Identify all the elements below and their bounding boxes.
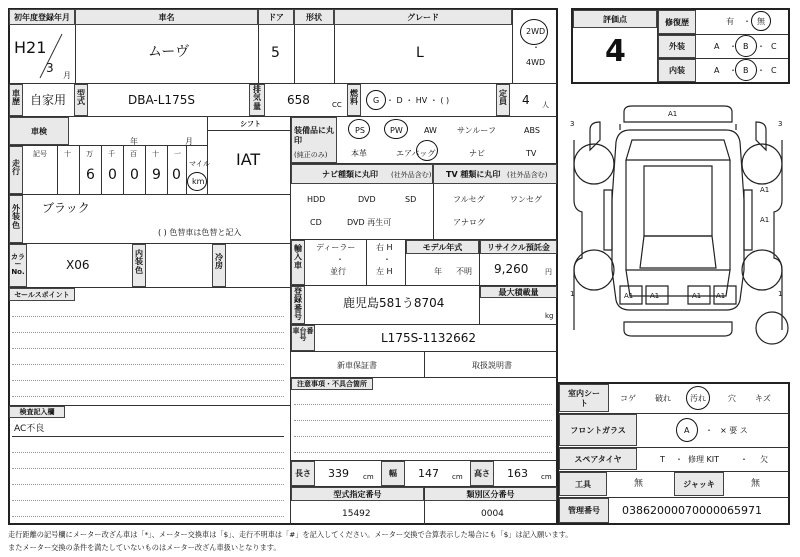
model-year-label: モデル年式 [406, 240, 479, 254]
equipment-label-text: 装備品に丸印 [294, 126, 334, 145]
rating-score: 4 [605, 34, 626, 69]
mileage-digit-4: 0 [172, 167, 181, 183]
class-no-value: 0004 [481, 509, 504, 519]
side-mark-bl: 1 [570, 290, 575, 298]
first-reg-era: H21 [14, 38, 47, 57]
spare-kit: 修理 KIT [688, 455, 720, 464]
mark-a1-right-1: A1 [760, 186, 770, 194]
ac-label-text: 冷房 [215, 253, 223, 271]
digit-head-5: 一 [174, 150, 181, 158]
import-left-h: 左 H [376, 267, 393, 276]
spare-dot-2: ・ [740, 455, 748, 464]
width-cm: cm [452, 473, 463, 481]
mark-a1-right-2: A1 [760, 216, 770, 224]
spare-none: 欠 [760, 455, 768, 464]
int-sep-1: ・ [729, 66, 737, 75]
inspection-year: 年 [130, 137, 138, 146]
mark-a1-bottom-4: A1 [716, 292, 726, 300]
tv-oneseg: ワンセグ [510, 195, 542, 204]
shift-label: シフト [240, 120, 261, 128]
digit-head-4: 十 [152, 150, 159, 158]
cc-unit: CC [332, 101, 342, 109]
repair-label: 修復歴 [658, 10, 696, 34]
max-load-label: 最大積載量 [480, 286, 557, 298]
footer-line-1: 走行距離の記号欄にメーター改ざん車は「*」、メーター交換車は「$」、走行不明車は「#」を記入してください。メーター交換で合算表示した場合にも「$」は記入願います。 [8, 530, 573, 539]
side-mark-br: 1 [778, 290, 783, 298]
color-note: ( ) 色替車は色替と記入 [158, 228, 242, 237]
digit-head-0: 十 [64, 150, 71, 158]
navi-dvd: DVD [358, 195, 376, 204]
fuel-rest: ・ D ・ HV ・ ( ) [386, 96, 450, 105]
mark-a1-bottom-2: A1 [650, 292, 660, 300]
km-unit: km [192, 177, 205, 186]
main-form [8, 8, 558, 525]
height-label: 高さ [470, 461, 494, 486]
repair-yes: 有 [726, 17, 734, 26]
fuel-g: G [373, 96, 380, 105]
chassis-label-text: 車台番号 [292, 327, 314, 343]
mgmt-value: 03862000070000065971 [622, 504, 762, 517]
eq-ps-circle [348, 119, 370, 139]
usage: 自家用 [30, 93, 67, 107]
import-dealer: ディーラー [316, 243, 356, 252]
capacity-label-text: 定員 [499, 89, 507, 107]
doors: 5 [271, 45, 280, 61]
interior-sheet-label-text: 室内シート [568, 389, 600, 409]
tools-value: 無 [634, 479, 644, 489]
registration-label-text: 登録番号 [294, 287, 302, 322]
tools-label: 工具 [559, 472, 607, 496]
car-name-label: 車名 [75, 9, 258, 25]
digit-head-2: 千 [108, 150, 115, 158]
displacement: 658 [287, 93, 310, 107]
width-value: 147 [418, 467, 439, 480]
glass-label: フロントガラス [559, 414, 637, 446]
recycle-yen: 円 [545, 268, 552, 276]
sheet-ana: 穴 [728, 394, 736, 403]
mark-a1-bottom-3: A1 [692, 292, 702, 300]
color-code-label-text: カラーNo. [11, 253, 25, 276]
shift: IAT [236, 150, 261, 169]
inspection-month: 月 [185, 137, 193, 146]
grade-label: グレード [334, 9, 512, 25]
length-cm: cm [363, 473, 374, 481]
repair-no-circle [751, 11, 771, 31]
eq-pw: PW [390, 126, 403, 135]
eq-airbag: エアバッグ [396, 149, 436, 158]
mileage-label-text: 走行 [12, 159, 20, 177]
footer-line-2: またメーター交換の条件を満たしていないものはメーター改ざん車扱いとなります。 [8, 543, 281, 552]
navi-type-sub: (社外品含む) [391, 171, 432, 179]
side-mark-tr: 3 [778, 120, 783, 128]
sheet-kizu: キズ [755, 394, 771, 403]
capacity: 4 [522, 93, 530, 107]
height-cm: cm [541, 473, 552, 481]
import-right-h: 右 H [376, 243, 393, 252]
drive-2wd-circle [520, 19, 548, 45]
navi-sd: SD [405, 195, 417, 204]
equipment-sub: (純正のみ) [294, 151, 328, 159]
recycle-value: 9,260 [494, 262, 529, 276]
int-a: A [714, 66, 720, 75]
model-year-year: 年 [434, 267, 442, 276]
eq-airbag-circle [416, 140, 438, 161]
tv-type-sub: (社外品含む) [507, 171, 548, 179]
eq-sunroof: サンルーフ [457, 126, 496, 135]
car-damage-diagram [560, 100, 796, 370]
inspection-label: 車検 [9, 117, 69, 145]
eq-ps: PS [355, 126, 365, 135]
persons-unit: 人 [542, 101, 549, 109]
int-color-label-text: 内装色 [135, 249, 143, 275]
chassis-value: L175S-1132662 [381, 331, 476, 345]
glass-text: × 要 ス [720, 426, 748, 435]
class-no-label: 類別区分番号 [424, 487, 557, 501]
recycle-label: リサイクル預託金 [480, 240, 557, 254]
grade: L [416, 45, 424, 61]
ext-c: C [771, 42, 777, 51]
spare-label: スペアタイヤ [559, 448, 637, 470]
mileage-digit-2: 0 [130, 167, 139, 183]
drive-dot: ・ [532, 43, 540, 52]
eq-tv: TV [526, 149, 537, 158]
sheet-koge: コゲ [620, 394, 636, 403]
import-dot-1: ・ [336, 255, 344, 264]
fuel-label-text: 燃料 [350, 89, 358, 107]
navi-hdd: HDD [307, 195, 326, 204]
drive-4wd: 4WD [526, 58, 546, 67]
mgmt-label: 管理番号 [559, 498, 609, 523]
tv-type-label-text: TV 種類に丸印 [446, 170, 501, 179]
door-label: ドア [258, 9, 294, 25]
eq-leather: 本革 [351, 149, 367, 158]
km-circle [187, 172, 207, 191]
digit-head-3: 百 [130, 150, 137, 158]
repair-sep: ・ [743, 17, 751, 26]
import-label-text: 輸入車 [294, 244, 302, 270]
color-code: X06 [66, 258, 90, 272]
jack-value: 無 [751, 479, 761, 489]
ext-sep-2: ・ [757, 42, 765, 51]
side-mark-tl: 3 [570, 120, 575, 128]
car-name: ムーヴ [148, 44, 190, 60]
color-label-text: 外装色 [12, 204, 20, 230]
mileage-symbol-label: 記号 [33, 150, 47, 158]
jack-label: ジャッキ [674, 472, 724, 496]
usage-label-text: 車歴 [12, 89, 20, 107]
eq-navi: ナビ [469, 149, 485, 158]
first-reg-month: 3 [46, 61, 54, 75]
max-load-kg: kg [545, 312, 554, 320]
model: DBA-L175S [128, 93, 195, 107]
fuel-g-circle [366, 90, 386, 110]
import-dot-2: ・ [383, 255, 391, 264]
glass-dot: ・ [705, 426, 713, 435]
ext-a: A [714, 42, 720, 51]
sheet-yabure: 破れ [655, 394, 671, 403]
mark-a1-bottom-1: A1 [624, 292, 634, 300]
eq-aw: AW [424, 126, 437, 135]
ext-b: B [743, 42, 749, 51]
import-parallel: 並行 [330, 267, 346, 276]
eq-abs: ABS [524, 126, 540, 135]
width-label: 幅 [381, 461, 405, 486]
displacement-label-text: 排気量 [253, 85, 261, 111]
mark-a1-top: A1 [668, 110, 678, 118]
mileage-digit-3: 9 [152, 167, 161, 183]
navi-dvd-play: DVD 再生可 [347, 218, 392, 227]
inspector-text: AC不良 [14, 424, 45, 434]
new-car-warranty: 新車保証書 [337, 361, 377, 370]
mile-unit: マイル [189, 160, 210, 168]
interior-label: 内装 [658, 59, 696, 82]
int-c: C [771, 66, 777, 75]
model-year-unknown: 不明 [456, 267, 472, 276]
inspector-label: 検査記入欄 [9, 406, 65, 418]
length-value: 339 [328, 467, 349, 480]
sheet-yogore-circle [686, 386, 710, 410]
length-label: 長さ [291, 461, 315, 486]
height-value: 163 [507, 467, 528, 480]
exterior-label: 外装 [658, 35, 696, 58]
rating-label: 評価点 [573, 10, 657, 28]
tv-analog: アナログ [453, 218, 485, 227]
int-b-circle [735, 59, 757, 81]
spare-t: T [660, 455, 665, 464]
ext-sep-1: ・ [729, 42, 737, 51]
int-sep-2: ・ [757, 66, 765, 75]
mileage-digit-1: 0 [108, 167, 117, 183]
color-value: ブラック [42, 201, 90, 215]
drive-2wd: 2WD [526, 27, 546, 36]
int-b: B [743, 66, 749, 75]
first-reg-label: 初年度登録年月 [9, 9, 75, 25]
eq-pw-circle [384, 119, 408, 139]
glass-a-circle [676, 418, 698, 442]
tv-fullseg: フルセグ [453, 195, 485, 204]
registration-plate: 鹿児島581う8704 [343, 296, 445, 310]
type-no-label: 型式指定番号 [291, 487, 424, 501]
sales-point-label: セールスポイント [9, 288, 75, 301]
repair-no: 無 [757, 17, 765, 26]
model-label-text: 型式 [77, 89, 85, 107]
digit-head-1: 万 [86, 150, 93, 158]
navi-type-label-text: ナビ種類に丸印 [322, 170, 378, 179]
month-unit: 月 [63, 71, 71, 80]
type-no-value: 15492 [342, 509, 371, 519]
notice-label: 注意事項・不具合箇所 [291, 378, 373, 390]
mileage-digit-0: 6 [86, 167, 95, 183]
owner-manual: 取扱説明書 [472, 361, 512, 370]
spare-dot-1: ・ [675, 455, 683, 464]
sheet-yogore: 汚れ [690, 394, 706, 403]
shape-label: 形状 [294, 9, 334, 25]
glass-a: A [684, 426, 690, 435]
navi-cd: CD [310, 218, 322, 227]
ext-b-circle [735, 35, 757, 57]
